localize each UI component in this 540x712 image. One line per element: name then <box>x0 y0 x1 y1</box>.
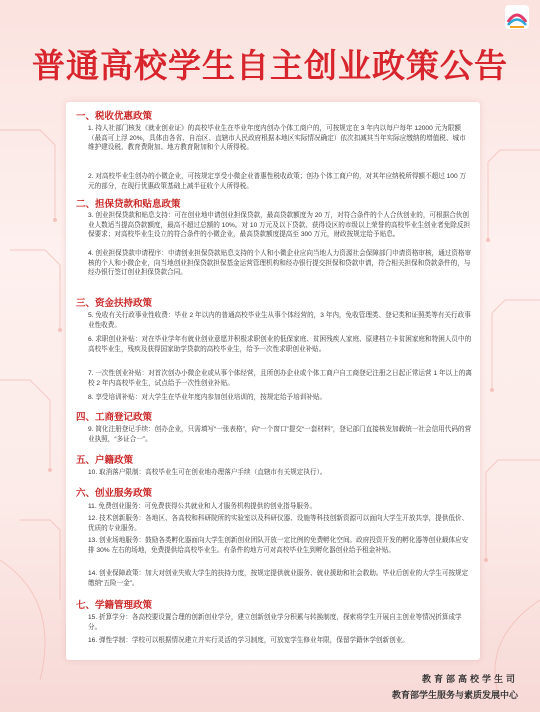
section-heading-academic: 七、学籍管理政策 <box>76 600 153 611</box>
issuer-line-2: 教育部学生服务与素质发展中心 <box>391 691 518 701</box>
policy-item-6: 6. 求职创业补贴：对在毕业学年有就业创业意愿并积极求职创业的低保家庭、贫困残疾人家庭、原建档立卡贫困家庭和特困人员中的高校毕业生，残疾及获得国家助学贷款的高校毕业生，给予一次性求职创业补贴。 <box>88 336 472 353</box>
policy-item-15: 15. 折算学分：各高校要设置合理的创新创业学分，建立创新创业学分积累与转换制度，探索将学生开展自主创业等情况折算成学分。 <box>88 614 462 631</box>
section-heading-service: 六、创业服务政策 <box>76 488 153 499</box>
policy-item-8: 8. 享受培训补贴：对大学生在毕业年度内参加创业培训的，按规定给予培训补贴。 <box>88 394 327 401</box>
policy-item-4: 4. 创业担保贷款申请程序：申请创业担保贷款贴息支持的个人和小微企业应向当地人力资源社会保障部门申请资格审核，通过资格审核的个人和小微企业，向当地创业担保贷款担保基金运营管理机构和经办银行提交担保和贷款申请，符合相关担保和贷款条件的，与经办银行签订创业担保贷款合同。 <box>88 250 472 277</box>
section-heading-loan: 二、担保贷款和贴息政策 <box>76 199 181 210</box>
issuer-line-1: 教育部高校学生司 <box>421 675 518 685</box>
section-heading-tax: 一、税收优惠政策 <box>76 111 153 122</box>
section-heading-registration: 四、工商登记政策 <box>76 412 153 423</box>
policy-item-10: 10. 取消落户限制：高校毕业生可在创业地办理落户手续（直辖市有关规定执行）。 <box>88 469 327 476</box>
section-heading-funding: 三、资金扶持政策 <box>76 298 153 309</box>
policy-item-11: 11. 免费创业服务：可免费获得公共就业和人才服务机构提供的创业指导服务。 <box>88 503 317 510</box>
section-heading-household: 五、户籍政策 <box>76 455 134 466</box>
organization-logo-icon <box>504 4 530 30</box>
policy-item-5: 5. 免收有关行政事业性收费：毕业 2 年以内的普通高校毕业生从事个体经营的，3 年内，免收管理类、登记类和证照类等有关行政事业性收费。 <box>88 312 471 329</box>
page-title: 普通高校学生自主创业政策公告 <box>32 46 508 85</box>
policy-item-13: 13. 创业场地服务：鼓励各类孵化器面向大学生创新创业团队开放一定比例的免费孵化空间。政府投资开发的孵化器等创业载体应安排 30% 左右的场地，免费提供给高校毕业生。有条件的地方可对高校毕业生到孵化器创业给予租金补贴。 <box>88 537 469 554</box>
policy-item-1: 1. 持人社部门核发《就业创业证》的高校毕业生在毕业年度内创办个体工商户的，可按规定在 3 年内以每户每年 12000 元为限额（最高可上浮 20%，具体由各省、自治区、直辖市人民政府根据本地区实际情况确定）依次扣减其当年实际应缴纳的增值税、城市维护建设税、教育费附加、地方教育附加和个人所得税。 <box>88 125 466 152</box>
policy-item-2: 2. 对高校毕业生创办的小微企业，可按规定享受小微企业普惠性税收政策；创办个体工商户的，对其年应纳税所得额不超过 100 万元的部分，在现行优惠政策基础上减半征收个人所得税。 <box>88 173 467 190</box>
policy-item-7: 7. 一次性创业补贴：对首次创办小微企业或从事个体经营，且所创办企业或个体工商户自工商登记注册之日起正常运营 1 年以上的离校 2 年内高校毕业生，试点给予一次性创业补贴。 <box>88 370 472 387</box>
policy-item-12: 12. 技术创新服务：各地区、各高校和科研院所的实验室以及科研仪器、设施等科技创新资源可以面向大学生开放共享，提供低价、优质的专业服务。 <box>88 515 469 532</box>
policy-item-16: 16. 弹性学制：学校可以根据情况建立并实行灵活的学习制度，可放宽学生修业年限，保留学籍休学创新创业。 <box>88 637 409 644</box>
policy-item-9: 9. 简化注册登记手续：创办企业，只需填写“一张表格”，向“一个窗口”提交“一套材料”，登记部门直接核发加载统一社会信用代码的营业执照，“多证合一”。 <box>88 426 472 443</box>
policy-item-14: 14. 创业保障政策：加大对创业失败大学生的扶持力度，按规定提供就业服务、就业援助和社会救助。毕业后创业的大学生可按规定缴纳“五险一金”。 <box>88 570 469 587</box>
policy-item-3: 3. 创业担保贷款和贴息支持：可在创业地申请创业担保贷款，最高贷款额度为 20 万，对符合条件的个人合伙创业的，可根据合伙创业人数适当提高贷款额度，最高不超过总额的 10%。对 10 万元及以下贷款、获得设区的市级以上荣誉的高校毕业生创业者免除反担保要求；对高校毕业生设立的符合条件的小微企业，最高贷款额度提高至 300 万元，财政按规定给予贴息。 <box>88 212 471 239</box>
